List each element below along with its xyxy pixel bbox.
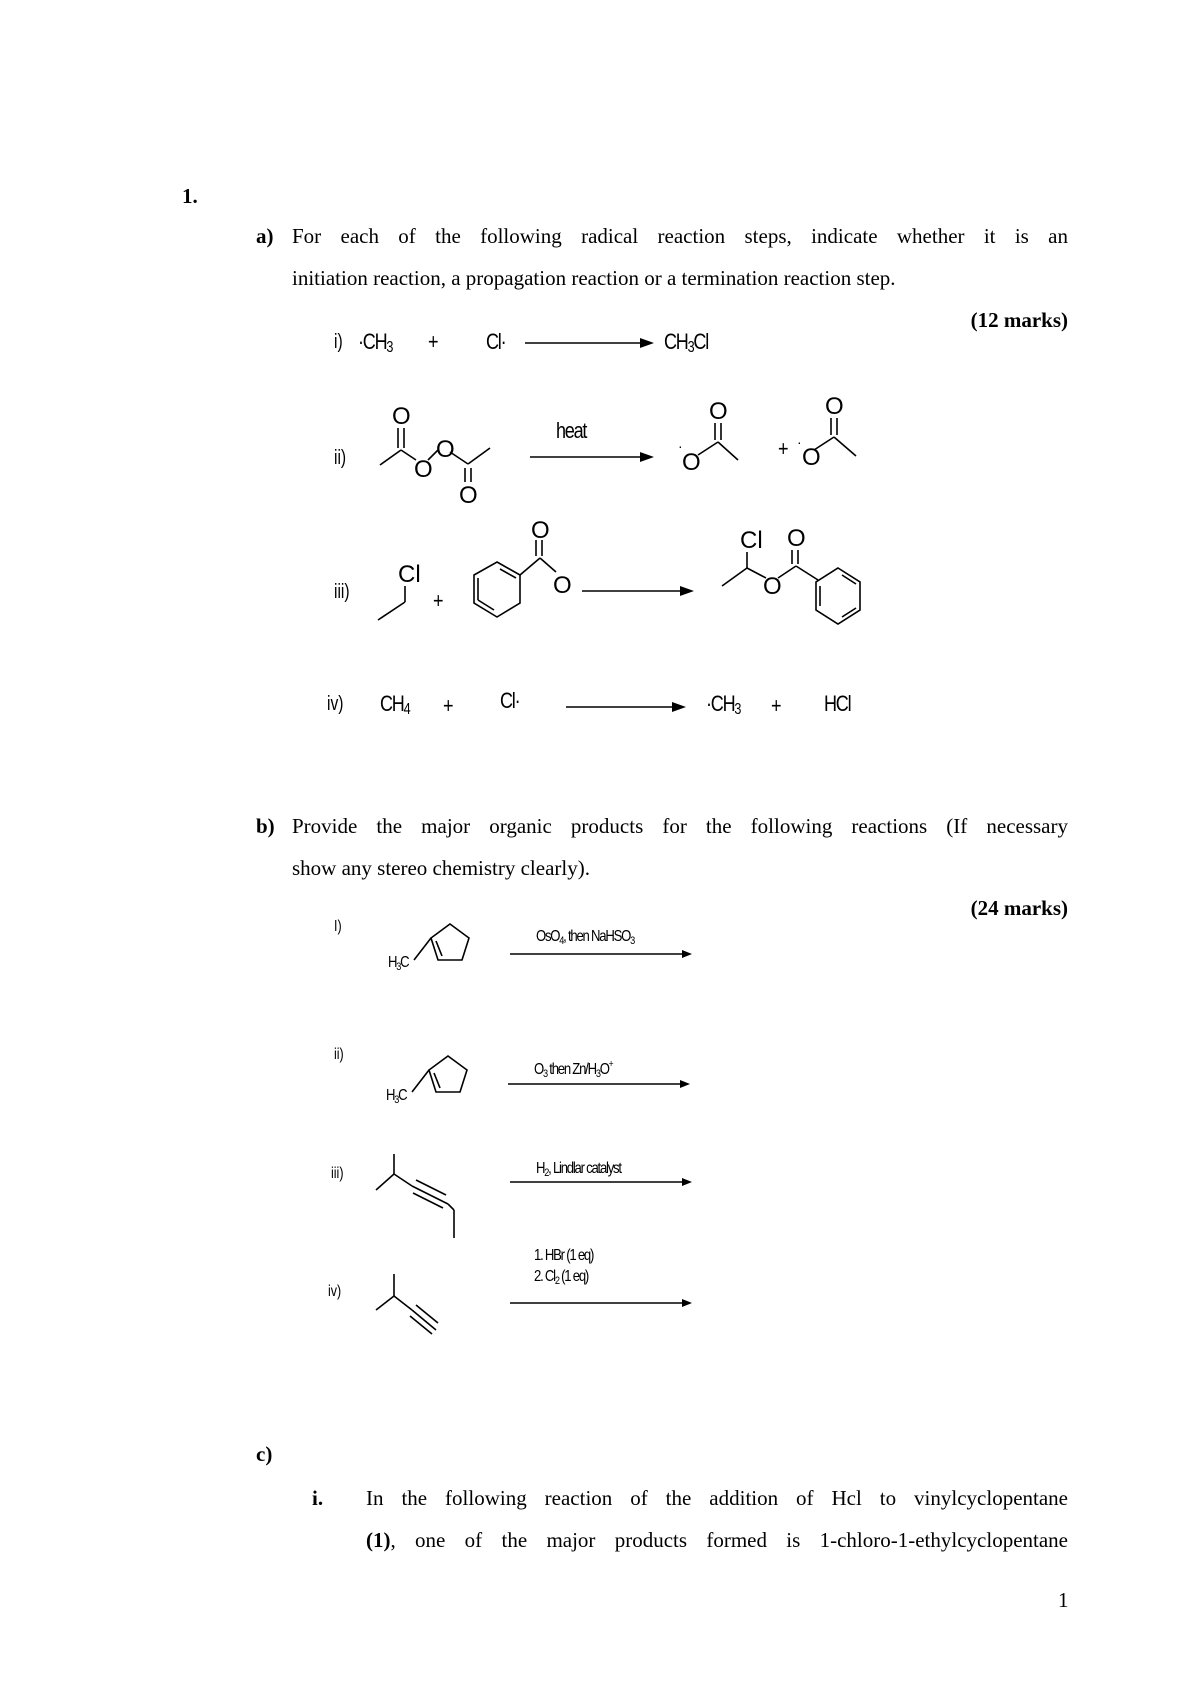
svg-text:Cl: Cl	[398, 561, 421, 588]
question-number: 1.	[182, 184, 198, 208]
reaction-arrow	[0, 0, 1, 1]
reaction-a4-reactant1: $CH_4$	[380, 691, 410, 718]
reaction-b3-label: iii)	[331, 1165, 344, 1182]
svg-text:O: O	[682, 449, 701, 476]
reaction-a1-reactant2: Cl·	[486, 329, 506, 354]
svg-text:O: O	[709, 398, 728, 425]
part-a-marks: (12 marks)	[970, 308, 1068, 332]
reaction-b1-reagent: OsO$_4$, then NaHSO$_3$	[536, 928, 634, 947]
part-b-text-line2: show any stereo chemistry clearly).	[292, 856, 590, 880]
svg-text:O: O	[414, 456, 433, 483]
reaction-a2-label: ii)	[334, 447, 347, 469]
page-number: 1	[1058, 1588, 1069, 1612]
svg-text:O: O	[392, 403, 411, 430]
reaction-b4-label: iv)	[328, 1283, 342, 1300]
reaction-b3-reagent: $H_2$, Lindlar catalyst	[536, 1160, 621, 1179]
reaction-a1-plus: +	[428, 329, 438, 354]
reaction-b2-substituent: $H_3C$	[386, 1087, 407, 1106]
reaction-a1-product: $CH_3Cl$	[664, 329, 708, 356]
compound-1-label: (1)	[366, 1528, 391, 1552]
part-c-label: c)	[256, 1442, 273, 1466]
part-b-marks: (24 marks)	[970, 896, 1068, 920]
svg-text:O: O	[787, 525, 806, 552]
svg-text:O: O	[825, 393, 844, 420]
part-c-text-line1: In the following reaction of the addition of Hcl to vinylcyclopentane	[366, 1486, 1068, 1510]
svg-text:O: O	[531, 517, 550, 544]
svg-text:·: ·	[678, 438, 683, 454]
part-b-label: b)	[256, 814, 275, 838]
reaction-b1-substituent: $H_3C$	[388, 954, 409, 973]
part-c-text-line2: (1), one of the major products formed is 1-chloro-1-ethylcyclopentane	[366, 1528, 1068, 1552]
reaction-b2-reagent: $O_3$ then $Zn/H_3O^+$	[534, 1059, 613, 1080]
reaction-b2-label: ii)	[334, 1046, 344, 1063]
reaction-a3-label: iii)	[334, 581, 350, 603]
part-a-text-line1: For each of the following radical reaction steps, indicate whether it is an	[292, 224, 1068, 248]
reaction-a1-reactant1: $\cdot CH_3$	[358, 329, 393, 356]
reaction-a4-product2: HCl	[824, 691, 851, 716]
part-c-item-label: i.	[312, 1486, 324, 1510]
reaction-a4-plus1: +	[443, 693, 453, 718]
reaction-b4-reagent-line2: 2. $Cl_2$ (1 eq)	[534, 1268, 589, 1287]
svg-text:·: ·	[797, 434, 802, 450]
reaction-a2-reagent: heat	[556, 418, 587, 443]
svg-text:O: O	[436, 436, 455, 463]
reaction-a2-plus: +	[778, 436, 788, 461]
part-b-text-line1: Provide the major organic products for the following reactions (If necessary	[292, 814, 1068, 838]
svg-text:O: O	[763, 573, 782, 600]
part-a-label: a)	[256, 224, 274, 248]
reaction-a4-plus2: +	[771, 693, 781, 718]
reaction-a4-product1: $\cdot CH_3$	[706, 691, 741, 718]
part-a-text-line2: initiation reaction, a propagation reaction or a termination reaction step.	[292, 266, 896, 290]
reaction-a1-label: i)	[334, 331, 343, 353]
reaction-a4-label: iv)	[327, 693, 344, 715]
svg-text:O: O	[553, 572, 572, 599]
svg-text:O: O	[459, 482, 478, 509]
reaction-a4-reactant2: Cl·	[500, 688, 520, 713]
svg-text:O: O	[802, 444, 821, 471]
reaction-a3-plus: +	[433, 588, 443, 613]
reaction-b4-reagent-line1: 1. HBr (1 eq)	[534, 1247, 594, 1264]
svg-text:Cl: Cl	[740, 527, 763, 554]
reaction-b1-label: I)	[334, 918, 342, 935]
